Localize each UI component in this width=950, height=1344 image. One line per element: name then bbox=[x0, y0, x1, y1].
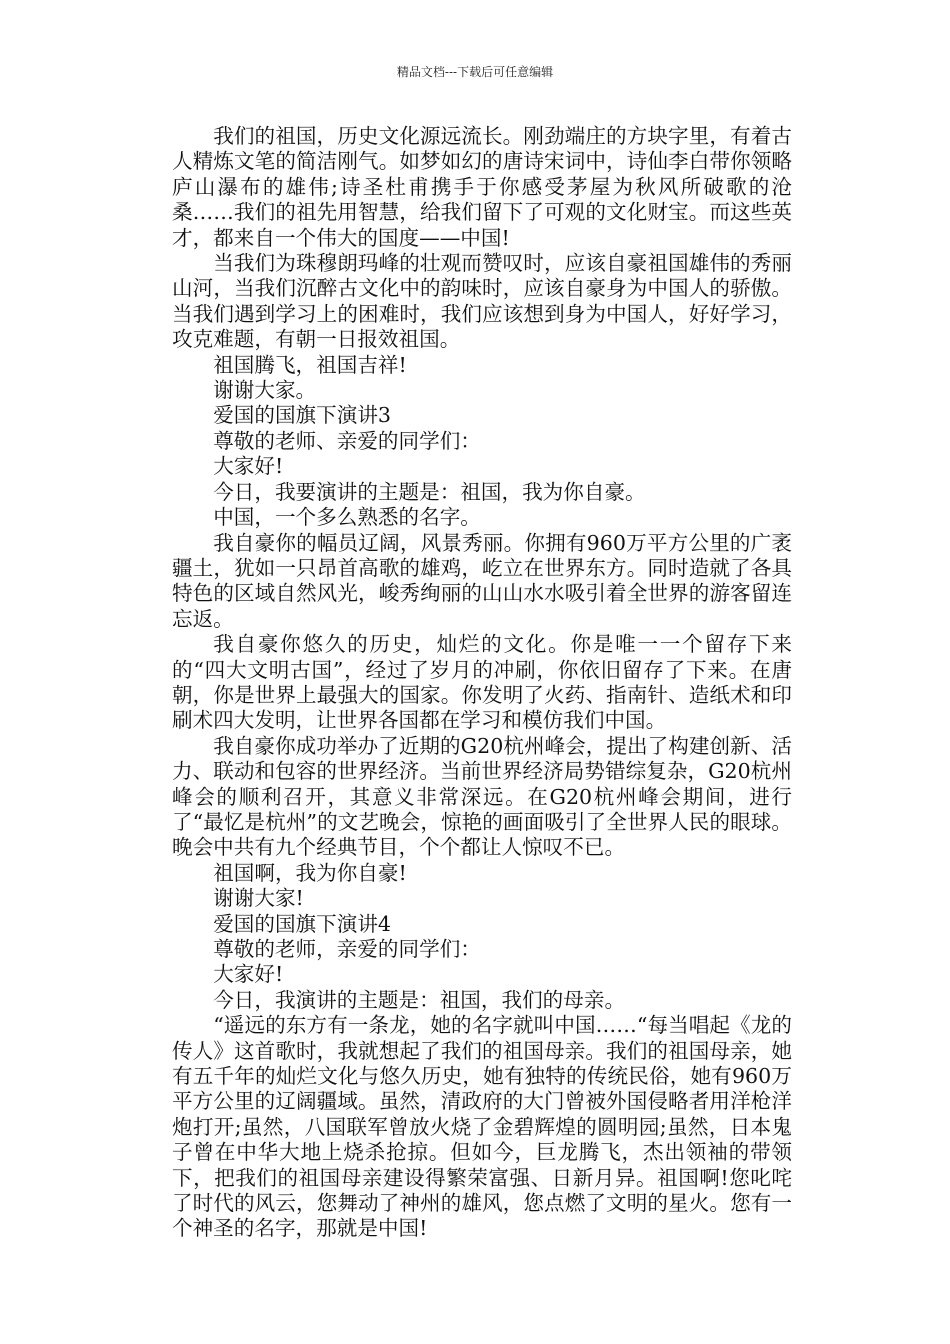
paragraph: 我自豪你的幅员辽阔，风景秀丽。你拥有960万平方公里的广袤疆土，犹如一只昂首高歌的雄鸡，屹立在世界东方。同时造就了各具特色的区域自然风光，峻秀绚丽的山山水水吸引着全世界的游客留连忘返。 bbox=[172, 530, 792, 631]
paragraph: 谢谢大家。 bbox=[213, 378, 317, 403]
paragraph: 我自豪你悠久的历史，灿烂的文化。你是唯一一个留存下来的“四大文明古国”，经过了岁月的冲刷，你依旧留存了下来。在唐朝，你是世界上最强大的国家。你发明了火药、指南针、造纸术和印刷术四大发明，让世界各国都在学习和模仿我们中国。 bbox=[172, 632, 792, 733]
paragraph: “遥远的东方有一条龙，她的名字就叫中国……“每当唱起《龙的传人》这首歌时，我就想起了我们的祖国母亲。我们的祖国母亲，她有五千年的灿烂文化与悠久历史，她有独特的传统民俗，她有960万平方公里的辽阔疆域。虽然，清政府的大门曾被外国侵略者用洋枪洋炮打开;虽然，八国联军曾放火烧了金碧辉煌的圆明园;虽然，日本鬼子曾在中华大地上烧杀抢掠。但如今，巨龙腾飞，杰出领袖的带领下，把我们的祖国母亲建设得繁荣富强、日新月异。祖国啊!您叱咤了时代的风云，您舞动了神州的雄风，您点燃了文明的星火。您有一个神圣的名字，那就是中国! bbox=[172, 1013, 792, 1241]
paragraph: 祖国腾飞，祖国吉祥! bbox=[213, 352, 407, 377]
section-title: 爱国的国旗下演讲3 bbox=[213, 403, 392, 428]
paragraph: 今日，我演讲的主题是：祖国，我们的母亲。 bbox=[213, 987, 626, 1012]
greeting: 大家好! bbox=[213, 962, 284, 987]
salutation: 尊敬的老师，亲爱的同学们： bbox=[213, 937, 481, 961]
paragraph: 今日，我要演讲的主题是：祖国，我为你自豪。 bbox=[213, 479, 646, 504]
salutation: 尊敬的老师、亲爱的同学们： bbox=[213, 428, 481, 453]
paragraph: 我自豪你成功举办了近期的G20杭州峰会，提出了构建创新、活力、联动和包容的世界经济。当前世界经济局势错综复杂，G20杭州峰会的顺利召开，其意义非常深远。在G20杭州峰会期间，进行了“最忆是杭州”的文艺晚会，惊艳的画面吸引了全世界人民的眼球。晚会中共有九个经典节目，个个都让人惊叹不已。 bbox=[172, 733, 792, 860]
paragraph: 当我们为珠穆朗玛峰的壮观而赞叹时，应该自豪祖国雄伟的秀丽山河，当我们沉醉古文化中的韵味时，应该自豪身为中国人的骄傲。当我们遇到学习上的困难时，我们应该想到身为中国人，好好学习，攻克难题，有朝一日报效祖国。 bbox=[172, 251, 792, 352]
page-header: 精品文档---下载后可任意编辑 bbox=[396, 65, 554, 79]
greeting: 大家好! bbox=[213, 454, 284, 479]
document-body bbox=[172, 124, 792, 1242]
paragraph: 祖国啊，我为你自豪! bbox=[213, 860, 407, 885]
paragraph: 谢谢大家! bbox=[213, 886, 304, 911]
paragraph: 我们的祖国，历史文化源远流长。刚劲端庄的方块字里，有着古人精炼文笔的简洁刚气。如梦如幻的唐诗宋词中，诗仙李白带你领略庐山瀑布的雄伟;诗圣杜甫携手于你感受茅屋为秋风所破歌的沧桑……我们的祖先用智慧，给我们留下了可观的文化财宝。而这些英才，都来自一个伟大的国度——中国! bbox=[172, 124, 792, 250]
section-title: 爱国的国旗下演讲4 bbox=[213, 911, 392, 936]
paragraph: 中国，一个多么熟悉的名字。 bbox=[213, 505, 481, 530]
